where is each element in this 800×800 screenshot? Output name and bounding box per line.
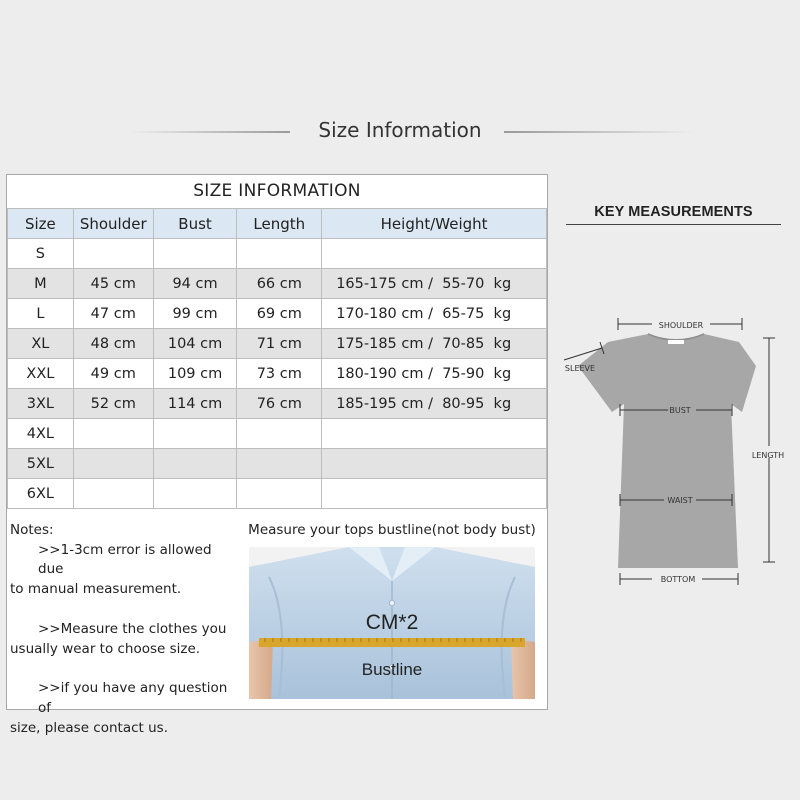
table-cell-bust xyxy=(153,479,237,509)
note-line: usually wear to choose size. xyxy=(10,640,201,657)
notes-list xyxy=(10,541,238,739)
table-cell-bust xyxy=(153,419,237,449)
table-cell-bust: 114 cm xyxy=(153,389,237,419)
table-cell-shoulder: 47 cm xyxy=(73,299,153,329)
tshirt-shape xyxy=(578,334,756,568)
table-row xyxy=(8,239,547,269)
table-cell-shoulder: 45 cm xyxy=(73,269,153,299)
table-cell-size: M xyxy=(8,269,74,299)
length-label: LENGTH xyxy=(751,451,785,460)
table-cell-shoulder xyxy=(73,239,153,269)
table-cell-bust: 94 cm xyxy=(153,269,237,299)
column-header: Height/Weight xyxy=(322,209,547,239)
table-cell-size: L xyxy=(8,299,74,329)
bust-label: BUST xyxy=(669,406,691,415)
key-measurements-underline xyxy=(566,224,781,225)
table-row xyxy=(8,329,547,359)
table-row xyxy=(8,299,547,329)
column-header: Length xyxy=(237,209,322,239)
header-divider-right xyxy=(504,131,694,133)
table-cell-length xyxy=(237,419,322,449)
table-cell-length: 69 cm xyxy=(237,299,322,329)
key-measurements-title: KEY MEASUREMENTS xyxy=(594,204,753,220)
table-cell-shoulder xyxy=(73,419,153,449)
size-table-title: SIZE INFORMATION xyxy=(7,175,547,209)
table-cell-shoulder: 48 cm xyxy=(73,329,153,359)
table-cell-size: XL xyxy=(8,329,74,359)
table-cell-size: 3XL xyxy=(8,389,74,419)
bust-guide xyxy=(243,512,541,706)
table-cell-bust: 99 cm xyxy=(153,299,237,329)
table-cell-bust xyxy=(153,239,237,269)
table-cell-hw xyxy=(322,449,547,479)
shoulder-label: SHOULDER xyxy=(658,321,704,330)
table-row xyxy=(8,419,547,449)
size-table xyxy=(7,208,547,509)
table-row xyxy=(8,449,547,479)
table-cell-hw: 170-180 cm / 65-75 kg xyxy=(322,299,547,329)
table-cell-hw: 180-190 cm / 75-90 kg xyxy=(322,359,547,389)
table-cell-shoulder: 49 cm xyxy=(73,359,153,389)
table-cell-shoulder xyxy=(73,449,153,479)
notes-block xyxy=(10,521,238,738)
table-row xyxy=(8,359,547,389)
table-cell-bust xyxy=(153,449,237,479)
size-table-body xyxy=(8,209,547,509)
bust-guide-bustline-label: Bustline xyxy=(361,660,423,679)
table-cell-length: 76 cm xyxy=(237,389,322,419)
column-header: Bust xyxy=(153,209,237,239)
table-cell-hw: 165-175 cm / 55-70 kg xyxy=(322,269,547,299)
table-row xyxy=(8,389,547,419)
table-row xyxy=(8,269,547,299)
column-header: Size xyxy=(8,209,74,239)
table-cell-hw: 175-185 cm / 70-85 kg xyxy=(322,329,547,359)
column-header: Shoulder xyxy=(73,209,153,239)
bust-measure-photo xyxy=(249,547,535,699)
size-table-header-row xyxy=(8,209,547,239)
table-cell-bust: 109 cm xyxy=(153,359,237,389)
table-cell-hw xyxy=(322,239,547,269)
table-cell-shoulder: 52 cm xyxy=(73,389,153,419)
note-line: to manual measurement. xyxy=(10,581,182,598)
table-cell-hw xyxy=(322,479,547,509)
bottom-label: BOTTOM xyxy=(660,575,696,584)
note-line: >>if you have any question of xyxy=(38,680,228,716)
table-cell-length xyxy=(237,449,322,479)
bust-guide-cm-label: CM*2 xyxy=(365,611,419,634)
note-line: size, please contact us. xyxy=(10,719,168,736)
table-cell-bust: 104 cm xyxy=(153,329,237,359)
table-cell-shoulder xyxy=(73,479,153,509)
note-line: >>Measure the clothes you xyxy=(38,620,227,637)
table-cell-size: 4XL xyxy=(8,419,74,449)
table-cell-hw xyxy=(322,419,547,449)
page-title: Size Information xyxy=(318,118,482,142)
waist-label: WAIST xyxy=(667,496,693,505)
table-cell-size: 6XL xyxy=(8,479,74,509)
sleeve-label: SLEEVE xyxy=(564,364,596,373)
size-info-panel xyxy=(6,174,548,736)
table-cell-length xyxy=(237,239,322,269)
tshirt-measurement-diagram xyxy=(556,300,796,600)
notes-heading: Notes: xyxy=(10,522,54,538)
table-cell-size: 5XL xyxy=(8,449,74,479)
table-cell-size: S xyxy=(8,239,74,269)
note-line: >>1-3cm error is allowed due xyxy=(38,541,212,578)
table-row xyxy=(8,479,547,509)
table-cell-length: 66 cm xyxy=(237,269,322,299)
table-cell-size: XXL xyxy=(8,359,74,389)
table-cell-hw: 185-195 cm / 80-95 kg xyxy=(322,389,547,419)
table-cell-length: 73 cm xyxy=(237,359,322,389)
table-cell-length xyxy=(237,479,322,509)
table-cell-length: 71 cm xyxy=(237,329,322,359)
bust-guide-caption: Measure your tops bustline(not body bust) xyxy=(248,522,536,538)
